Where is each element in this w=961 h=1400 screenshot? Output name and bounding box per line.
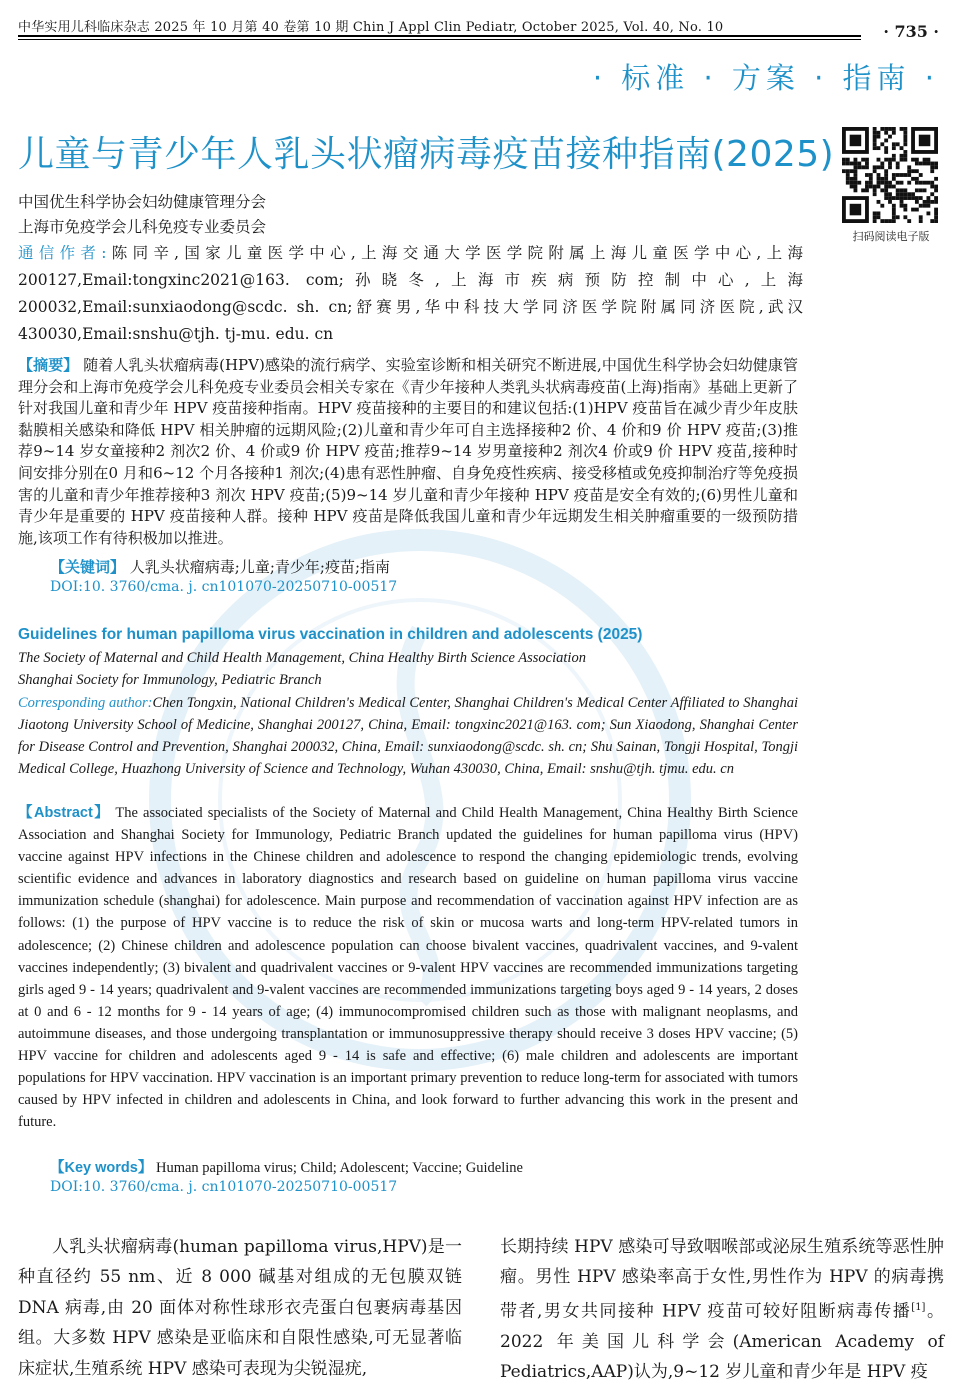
abstract-text-en: The associated specialists of the Society of Maternal and Child Health Management, China Healthy Birth Science Association and Shanghai Society for Immunology, Pediatric Branch updated the guidelines for human papilloma virus (HPV) vaccine against HPV infections in the Chinese children and adolescence to respond the changing epidemiologic trends, evolving scientific evidence and advances in laboratory diagnostics and research based on guideline on human papilloma virus vaccine immunization schedule (shanghai) for adolescence. Main purpose and recommendation of vaccination against HPV infection are as follows: (1) the purpose of HPV vaccine is to reduce the risk of skin or mucosa warts and long-term HPV-related tumors in adolescence; (2) Chinese children and adolescence population can choose bivalent vaccines, quadrivalent vaccines, and 9-valent vaccines independently; (3) bivalent and quadrivalent vaccines or 9-valent HPV vaccines are recommended immunizations targeting girls aged 9 - 14 years; quadrivalent and 9-valent vaccines are recommended immunizations targeting boys aged 9 - 14 years, 2 doses at 0 and 6 - 12 months for 9 - 14 years of age; (4) immunocompromised children such as those with malignant neoplasms, and autoimmune diseases, and those undergoing transplantation or immunosuppressive therapy should receive 3 doses HPV vaccine; (5) HPV vaccine for children and adolescents aged 9 - 14 is safe and effective; (6) male children and adolescents are important populations for HPV vaccination. HPV vaccination is an important primary prevention to reduce long-term for associated with tumors caused by HPV infected in children and adolescents in China, and look forward to further advancing this work in the present and future. [18,805,798,1131]
page-number: · 735 · [883,22,939,41]
doi-link-cn[interactable]: DOI:10. 3760/cma. j. cn101070-20250710-00517 [50,579,398,595]
abstract-text-cn: 随着人乳头状瘤病毒(HPV)感染的流行病学、实验室诊断和相关研究不断进展,中国优生科学协会妇幼健康管理分会和上海市免疫学会儿科免疫专业委员会相关专家在《青少年接种人类乳头状病毒疫苗(上海)指南》基础上更新了针对我国儿童和青少年 HPV 疫苗接种指南。HPV 疫苗接种的主要目的和建议包括:(1)HPV 疫苗旨在减少青少年皮肤黏膜相关感染和降低 HPV 相关肿瘤的远期风险;(2)儿童和青少年可自主选择接种2 价、4 价和9 价 HPV 疫苗;(3)推荐9~14 岁女童接种2 剂次2 价、4 价或9 价 HPV 疫苗;推荐9~14 岁男童接种2 剂次4 价或9 价 HPV 疫苗,接种时间安排分别在0 月和6~12 个月各接种1 剂次;(4)患有恶性肿瘤、自身免疫性疾病、接受移植或免疫抑制治疗等免疫损害的儿童和青少年推荐接种3 剂次 HPV 疫苗;(5)9~14 岁儿童和青少年接种 HPV 疫苗是安全有效的;(6)男性儿童和青少年是重要的 HPV 疫苗接种人群。接种 HPV 疫苗是降低我国儿童和青少年远期发生相关肿瘤重要的一级预防措施,该项工作有待积极加以推进。 [18,356,798,547]
abstract-label-en: 【Abstract】 [18,805,111,821]
keywords-text-cn: 人乳头状瘤病毒;儿童;青少年;疫苗;指南 [125,558,391,576]
qr-code-icon[interactable] [842,127,938,223]
reference-marker[interactable]: [1] [911,1301,926,1313]
corr-label-cn: 通信作者: [18,244,107,262]
abstract-label-cn: 【摘要】 [18,356,79,374]
author-org-en-1: The Society of Maternal and Child Health Management, China Healthy Birth Science Association [18,650,586,666]
header-rule [18,35,861,37]
abstract-en [18,802,798,1133]
author-org-1: 中国优生科学协会妇幼健康管理分会 [18,193,267,211]
corr-text-cn: 陈同辛,国家儿童医学中心,上海交通大学医学院附属上海儿童医学中心,上海 200127,Email:tongxinc2021@163. com;孙晓冬,上海市疾病预防控制中心,上海 200032,Email:sunxiaodong@scdc. sh. cn;舒赛男,华中科技大学同济医学院附属同济医院,武汉 430030,Email:snshu@tjh. tj-mu. edu. cn [18,244,803,343]
body-column-left: 人乳头状瘤病毒(human papilloma virus,HPV)是一种直径约 55 nm、近 8 000 碱基对组成的无包膜双链 DNA 病毒,由 20 面体对称性球形衣壳蛋白包裹病毒基因组。大多数 HPV 感染是亚临床和自限性感染,可无显著临床症状,生殖系统 HPV 感染可表现为尖锐湿疣, [18,1237,462,1379]
body-column-right [500,1232,944,1388]
corresponding-authors-en [18,692,798,780]
corresponding-authors-cn [18,240,803,348]
keywords-label-cn: 【关键词】 [50,558,126,576]
body-right-text-2: 。2022 年美国儿科学会(American Academy of Pediatrics,AAP)认为,9~12 岁儿童和青少年是 HPV 疫 [500,1301,944,1383]
section-tag: · 标准 · 方案 · 指南 · [592,61,939,95]
corr-label-en: Corresponding author: [18,695,153,711]
qr-caption: 扫码阅读电子版 [852,230,930,243]
keywords-text-en: Human papilloma virus; Child; Adolescent; Vaccine; Guideline [152,1160,523,1176]
body-right-text-1: 长期持续 HPV 感染可导致咽喉部或泌尿生殖系统等恶性肿瘤。男性 HPV 感染率高于女性,男性作为 HPV 的病毒携带者,男女共同接种 HPV 疫苗可较好阻断病毒传播 [500,1237,944,1322]
header-rule-thin [18,39,861,40]
abstract-cn [18,355,798,549]
doi-link-en[interactable]: DOI:10. 3760/cma. j. cn101070-20250710-00517 [50,1179,398,1195]
keywords-cn [50,556,390,577]
article-title-cn: 儿童与青少年人乳头状瘤病毒疫苗接种指南(2025) [18,134,835,175]
running-head: 中华实用儿科临床杂志 2025 年 10 月第 40 卷第 10 期 Chin J Appl Clin Pediatr, October 2025, Vol. 40, No. 10 [18,20,724,35]
keywords-en [50,1156,523,1177]
article-title-en: Guidelines for human papilloma virus vaccination in children and adolescents (2025) [18,626,643,643]
corr-text-en: Chen Tongxin, National Children's Medical Center, Shanghai Children's Medical Center Affiliated to Shanghai Jiaotong University School of Medicine, Shanghai 200127, China, Email: tongxinc2021@163. com; Sun Xiaodong, Shanghai Center for Disease Control and Prevention, Shanghai 200032, China, Email: sunxiaodong@scdc. sh. cn; Shu Sainan, Tongji Hospital, Tongji Medical College, Huazhong University of Science and Technology, Wuhan 430030, China, Email: snshu@tjh. tjmu. edu. cn [18,695,798,777]
keywords-label-en: 【Key words】 [50,1160,153,1176]
author-org-2: 上海市免疫学会儿科免疫专业委员会 [18,218,267,236]
author-org-en-2: Shanghai Society for Immunology, Pediatric Branch [18,672,322,688]
